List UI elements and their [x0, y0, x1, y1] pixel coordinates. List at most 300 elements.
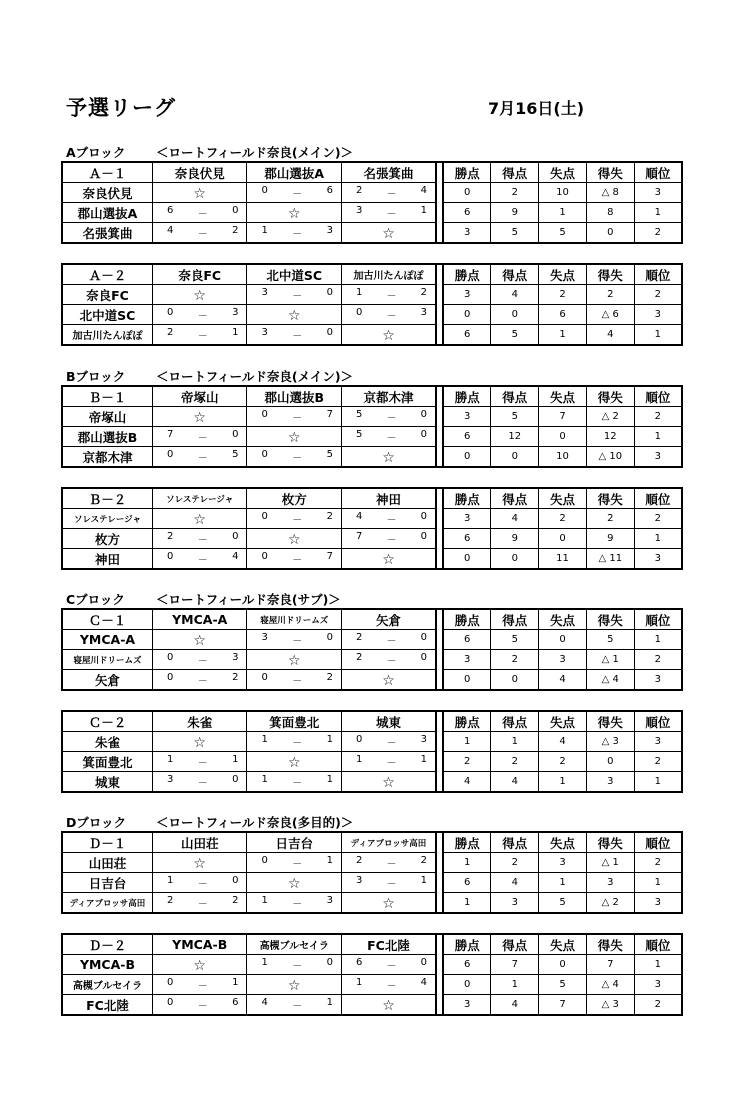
- column-header-rank: 順位: [634, 386, 682, 407]
- stat-rank: 3: [634, 893, 682, 914]
- score-dash: －: [197, 676, 208, 687]
- score-away: 3: [420, 307, 427, 318]
- row-team-name: 北中道SC: [62, 305, 152, 325]
- table-row: [62, 853, 682, 873]
- table-row: [62, 975, 682, 995]
- stat-pts: 0: [443, 305, 491, 325]
- stat-pts: 6: [443, 955, 491, 975]
- score-pair: [342, 652, 435, 667]
- match-score: [247, 183, 342, 203]
- score-away: 1: [326, 997, 333, 1008]
- column-header-rank: 順位: [634, 711, 682, 732]
- table-header-row: [62, 386, 682, 407]
- row-team-name: YMCA-B: [62, 955, 152, 975]
- score-pair: [342, 531, 435, 546]
- score-dash: －: [386, 291, 397, 302]
- block-venue: ＜ロートフィールド奈良(多目的)＞: [156, 815, 354, 830]
- block-name: Dブロック: [66, 815, 127, 830]
- self-match-star: [152, 630, 247, 650]
- score-dash: －: [292, 291, 303, 302]
- match-score: [341, 407, 436, 427]
- score-home: 0: [355, 307, 363, 318]
- match-score: [341, 853, 436, 873]
- self-match-star: [341, 670, 436, 691]
- score-home: 0: [261, 855, 268, 866]
- star-icon: ☆: [287, 308, 301, 324]
- stat-pts: 6: [443, 427, 491, 447]
- score-away: 0: [326, 287, 333, 298]
- score-pair: [153, 754, 247, 769]
- score-home: 0: [355, 734, 363, 745]
- row-team-name: 日吉台: [62, 873, 152, 893]
- score-home: 2: [355, 855, 363, 866]
- block-name: Aブロック: [66, 145, 126, 160]
- match-score: [247, 447, 342, 468]
- score-pair: [247, 734, 341, 749]
- match-score: [152, 529, 247, 549]
- stat-rank: 3: [634, 549, 682, 570]
- stat-gf: 2: [491, 183, 539, 203]
- score-away: 4: [232, 551, 239, 562]
- stat-gf: 7: [491, 955, 539, 975]
- star-icon: ☆: [287, 653, 301, 669]
- match-score: [341, 630, 436, 650]
- score-away: 2: [232, 672, 239, 683]
- stat-gd: 9: [586, 529, 634, 549]
- match-score: [341, 305, 436, 325]
- score-pair: [153, 225, 247, 240]
- score-away: 1: [326, 774, 333, 785]
- column-header-goals-for: 得点: [491, 711, 539, 732]
- score-away: 0: [232, 774, 239, 785]
- self-match-star: [152, 955, 247, 975]
- star-icon: ☆: [382, 673, 395, 689]
- score-dash: －: [292, 229, 303, 240]
- table-header-row: [62, 609, 682, 630]
- row-team-name: ディアブロッサ高田: [62, 893, 152, 914]
- score-home: 2: [355, 652, 363, 663]
- column-header-points: 勝点: [443, 264, 491, 285]
- score-dash: －: [386, 981, 397, 992]
- stat-pts: 3: [443, 995, 491, 1016]
- column-header-points: 勝点: [443, 832, 491, 853]
- self-match-star: [341, 447, 436, 468]
- star-icon: ☆: [382, 552, 395, 568]
- stat-gf: 4: [491, 509, 539, 529]
- match-score: [341, 203, 436, 223]
- stat-gd: △ 3: [586, 995, 634, 1016]
- table-row: [62, 630, 682, 650]
- column-header-goal-diff: 得失: [586, 162, 634, 183]
- score-home: 1: [355, 287, 363, 298]
- score-home: 0: [166, 977, 174, 988]
- score-away: 5: [326, 449, 333, 460]
- column-header-goal-diff: 得失: [586, 386, 634, 407]
- stat-gd: △ 2: [586, 407, 634, 427]
- score-pair: [342, 307, 435, 322]
- match-score: [247, 893, 342, 914]
- score-dash: －: [197, 1001, 208, 1012]
- match-score: [247, 549, 342, 570]
- score-pair: [342, 287, 435, 302]
- score-dash: －: [292, 453, 303, 464]
- score-away: 7: [326, 551, 333, 562]
- score-home: 0: [261, 185, 268, 196]
- score-away: 0: [232, 531, 239, 542]
- score-dash: －: [197, 758, 208, 769]
- row-team-name: ソレステレージャ: [62, 509, 152, 529]
- score-dash: －: [386, 961, 397, 972]
- stat-gd: 0: [586, 752, 634, 772]
- table-row: [62, 995, 682, 1016]
- self-match-star: [341, 549, 436, 570]
- table-header-row: [62, 488, 682, 509]
- row-team-name: 名張箕曲: [62, 223, 152, 244]
- score-away: 3: [232, 652, 239, 663]
- stat-pts: 6: [443, 529, 491, 549]
- score-home: 1: [261, 957, 268, 968]
- column-header-goal-diff: 得失: [586, 264, 634, 285]
- column-separator: [436, 488, 443, 569]
- league-table: [61, 263, 683, 346]
- column-header-goals-for: 得点: [491, 162, 539, 183]
- row-team-name: 帝塚山: [62, 407, 152, 427]
- score-away: 2: [232, 895, 239, 906]
- score-home: 1: [166, 875, 174, 886]
- self-match-star: [247, 427, 342, 447]
- star-icon: ☆: [287, 876, 301, 892]
- stat-rank: 2: [634, 752, 682, 772]
- stat-rank: 2: [634, 285, 682, 305]
- stat-pts: 0: [443, 670, 491, 691]
- score-home: 0: [261, 551, 268, 562]
- column-header-goals-for: 得点: [491, 609, 539, 630]
- star-icon: ☆: [193, 410, 206, 426]
- score-dash: －: [292, 331, 303, 342]
- stat-pts: 0: [443, 549, 491, 570]
- row-team-name: 矢倉: [62, 670, 152, 691]
- stat-ga: 4: [539, 670, 587, 691]
- self-match-star: [341, 325, 436, 346]
- column-team-name: YMCA-B: [152, 934, 247, 955]
- score-home: 6: [355, 957, 363, 968]
- self-match-star: [247, 975, 342, 995]
- match-score: [341, 509, 436, 529]
- score-dash: －: [386, 515, 397, 526]
- block-header: [66, 813, 354, 831]
- stat-rank: 1: [634, 203, 682, 223]
- score-pair: [153, 875, 247, 890]
- stat-ga: 10: [539, 183, 587, 203]
- page-date: 7月16日(土): [488, 99, 585, 118]
- stat-ga: 1: [539, 325, 587, 346]
- score-away: 0: [420, 511, 427, 522]
- block-header: [66, 590, 341, 608]
- match-score: [247, 407, 342, 427]
- match-score: [341, 529, 436, 549]
- star-icon: ☆: [193, 633, 206, 649]
- score-home: 0: [261, 511, 268, 522]
- score-pair: [247, 225, 341, 240]
- match-score: [247, 223, 342, 244]
- block-name: Cブロック: [66, 592, 125, 607]
- stat-pts: 0: [443, 183, 491, 203]
- score-dash: －: [386, 636, 397, 647]
- score-dash: －: [386, 738, 397, 749]
- column-header-goals-against: 失点: [539, 264, 587, 285]
- stat-gf: 5: [491, 325, 539, 346]
- match-score: [247, 670, 342, 691]
- match-score: [341, 427, 436, 447]
- table-row: [62, 650, 682, 670]
- score-pair: [342, 977, 435, 992]
- score-away: 2: [326, 672, 333, 683]
- stat-pts: 0: [443, 975, 491, 995]
- row-team-name: 枚方: [62, 529, 152, 549]
- column-header-rank: 順位: [634, 934, 682, 955]
- stat-ga: 7: [539, 995, 587, 1016]
- score-pair: [153, 551, 247, 566]
- score-away: 0: [326, 632, 333, 643]
- match-score: [152, 995, 247, 1016]
- stat-gf: 9: [491, 203, 539, 223]
- page-title: 予選リーグ: [66, 96, 176, 120]
- table-header-row: [62, 162, 682, 183]
- match-score: [341, 183, 436, 203]
- stat-gf: 2: [491, 752, 539, 772]
- table-row: [62, 772, 682, 793]
- score-away: 0: [326, 957, 333, 968]
- star-icon: ☆: [193, 735, 206, 751]
- score-home: 2: [355, 185, 363, 196]
- score-away: 1: [420, 875, 427, 886]
- match-score: [341, 873, 436, 893]
- score-home: 4: [166, 225, 174, 236]
- group-label: Ｄ－２: [62, 934, 152, 955]
- match-score: [152, 975, 247, 995]
- self-match-star: [152, 285, 247, 305]
- score-away: 6: [326, 185, 333, 196]
- score-pair: [247, 287, 341, 302]
- score-away: 3: [326, 895, 333, 906]
- score-dash: －: [197, 555, 208, 566]
- table-row: [62, 509, 682, 529]
- column-separator: [436, 711, 443, 792]
- score-pair: [153, 205, 247, 220]
- stat-gd: 0: [586, 223, 634, 244]
- match-score: [152, 549, 247, 570]
- column-team-name: 名張箕曲: [341, 162, 436, 183]
- stat-pts: 1: [443, 732, 491, 752]
- column-team-name: 山田荘: [152, 832, 247, 853]
- match-score: [152, 650, 247, 670]
- match-score: [152, 427, 247, 447]
- column-header-points: 勝点: [443, 934, 491, 955]
- star-icon: ☆: [382, 450, 395, 466]
- star-icon: ☆: [382, 328, 395, 344]
- score-pair: [153, 429, 247, 444]
- table-row: [62, 447, 682, 468]
- score-home: 4: [261, 997, 268, 1008]
- score-home: 0: [166, 551, 174, 562]
- column-header-points: 勝点: [443, 609, 491, 630]
- stat-ga: 5: [539, 223, 587, 244]
- star-icon: ☆: [287, 532, 301, 548]
- block-header: [66, 143, 354, 161]
- league-table: [61, 385, 683, 468]
- stat-pts: 3: [443, 509, 491, 529]
- stat-rank: 1: [634, 529, 682, 549]
- column-header-goal-diff: 得失: [586, 934, 634, 955]
- score-dash: －: [386, 656, 397, 667]
- stat-rank: 2: [634, 853, 682, 873]
- score-dash: －: [292, 738, 303, 749]
- score-pair: [342, 754, 435, 769]
- stat-gf: 1: [491, 975, 539, 995]
- score-dash: －: [197, 229, 208, 240]
- column-header-goals-against: 失点: [539, 162, 587, 183]
- score-home: 0: [166, 672, 174, 683]
- score-dash: －: [197, 879, 208, 890]
- stat-rank: 2: [634, 407, 682, 427]
- stat-rank: 3: [634, 732, 682, 752]
- stat-ga: 5: [539, 893, 587, 914]
- score-pair: [153, 672, 247, 687]
- stat-gf: 5: [491, 223, 539, 244]
- stat-rank: 3: [634, 975, 682, 995]
- league-table: [61, 487, 683, 570]
- score-home: 1: [355, 977, 363, 988]
- match-score: [247, 509, 342, 529]
- table-row: [62, 732, 682, 752]
- stat-rank: 1: [634, 873, 682, 893]
- self-match-star: [247, 650, 342, 670]
- stat-gd: 4: [586, 325, 634, 346]
- score-dash: －: [197, 656, 208, 667]
- self-match-star: [152, 853, 247, 873]
- column-header-goals-against: 失点: [539, 711, 587, 732]
- score-dash: －: [386, 189, 397, 200]
- star-icon: ☆: [382, 896, 395, 912]
- score-home: 3: [355, 875, 363, 886]
- stat-gf: 3: [491, 893, 539, 914]
- score-away: 3: [420, 734, 427, 745]
- score-pair: [342, 185, 435, 200]
- stat-pts: 6: [443, 203, 491, 223]
- score-dash: －: [197, 981, 208, 992]
- stat-gd: 2: [586, 509, 634, 529]
- score-dash: －: [292, 1001, 303, 1012]
- score-dash: －: [386, 535, 397, 546]
- stat-gd: 7: [586, 955, 634, 975]
- score-pair: [153, 449, 247, 464]
- column-header-points: 勝点: [443, 162, 491, 183]
- score-away: 0: [232, 205, 239, 216]
- score-away: 2: [326, 511, 333, 522]
- stat-gf: 0: [491, 447, 539, 468]
- score-dash: －: [386, 433, 397, 444]
- stat-gd: △ 1: [586, 853, 634, 873]
- stat-gf: 1: [491, 732, 539, 752]
- self-match-star: [341, 995, 436, 1016]
- score-dash: －: [386, 311, 397, 322]
- column-header-goals-for: 得点: [491, 488, 539, 509]
- stat-pts: 6: [443, 325, 491, 346]
- column-header-rank: 順位: [634, 609, 682, 630]
- score-dash: －: [197, 331, 208, 342]
- stat-pts: 3: [443, 223, 491, 244]
- score-pair: [247, 895, 341, 910]
- star-icon: ☆: [382, 775, 395, 791]
- score-away: 0: [420, 632, 427, 643]
- score-home: 3: [261, 287, 268, 298]
- stat-gf: 4: [491, 995, 539, 1016]
- score-pair: [153, 997, 247, 1012]
- column-header-goals-against: 失点: [539, 488, 587, 509]
- score-away: 5: [232, 449, 239, 460]
- table-header-row: [62, 264, 682, 285]
- score-home: 0: [261, 409, 268, 420]
- score-away: 3: [232, 307, 239, 318]
- stat-pts: 3: [443, 407, 491, 427]
- score-dash: －: [197, 899, 208, 910]
- column-team-name: 奈良伏見: [152, 162, 247, 183]
- stat-rank: 1: [634, 325, 682, 346]
- column-header-rank: 順位: [634, 488, 682, 509]
- column-team-name: 奈良FC: [152, 264, 247, 285]
- stat-gf: 5: [491, 407, 539, 427]
- score-dash: －: [197, 311, 208, 322]
- block-venue: ＜ロートフィールド奈良(メイン)＞: [156, 369, 354, 384]
- score-away: 1: [232, 327, 239, 338]
- score-dash: －: [292, 961, 303, 972]
- stat-rank: 3: [634, 670, 682, 691]
- score-away: 2: [420, 287, 427, 298]
- column-team-name: 郡山選抜B: [247, 386, 342, 407]
- star-icon: ☆: [287, 755, 301, 771]
- row-team-name: 城東: [62, 772, 152, 793]
- score-pair: [247, 957, 341, 972]
- stat-ga: 6: [539, 305, 587, 325]
- stat-rank: 3: [634, 183, 682, 203]
- stat-gd: △ 2: [586, 893, 634, 914]
- stat-gf: 0: [491, 549, 539, 570]
- table-row: [62, 893, 682, 914]
- score-pair: [342, 511, 435, 526]
- score-dash: －: [292, 676, 303, 687]
- stat-gf: 2: [491, 853, 539, 873]
- table-row: [62, 529, 682, 549]
- stat-rank: 1: [634, 630, 682, 650]
- stat-ga: 5: [539, 975, 587, 995]
- score-away: 3: [326, 225, 333, 236]
- match-score: [152, 223, 247, 244]
- score-away: 1: [420, 205, 427, 216]
- score-away: 4: [420, 185, 427, 196]
- row-team-name: YMCA-A: [62, 630, 152, 650]
- score-away: 0: [420, 429, 427, 440]
- row-team-name: 奈良FC: [62, 285, 152, 305]
- table-row: [62, 285, 682, 305]
- stat-gd: △ 11: [586, 549, 634, 570]
- score-away: 1: [232, 977, 239, 988]
- score-pair: [342, 957, 435, 972]
- column-header-goals-for: 得点: [491, 934, 539, 955]
- score-away: 6: [232, 997, 239, 1008]
- column-header-goals-for: 得点: [491, 386, 539, 407]
- stat-gd: 5: [586, 630, 634, 650]
- stat-ga: 2: [539, 752, 587, 772]
